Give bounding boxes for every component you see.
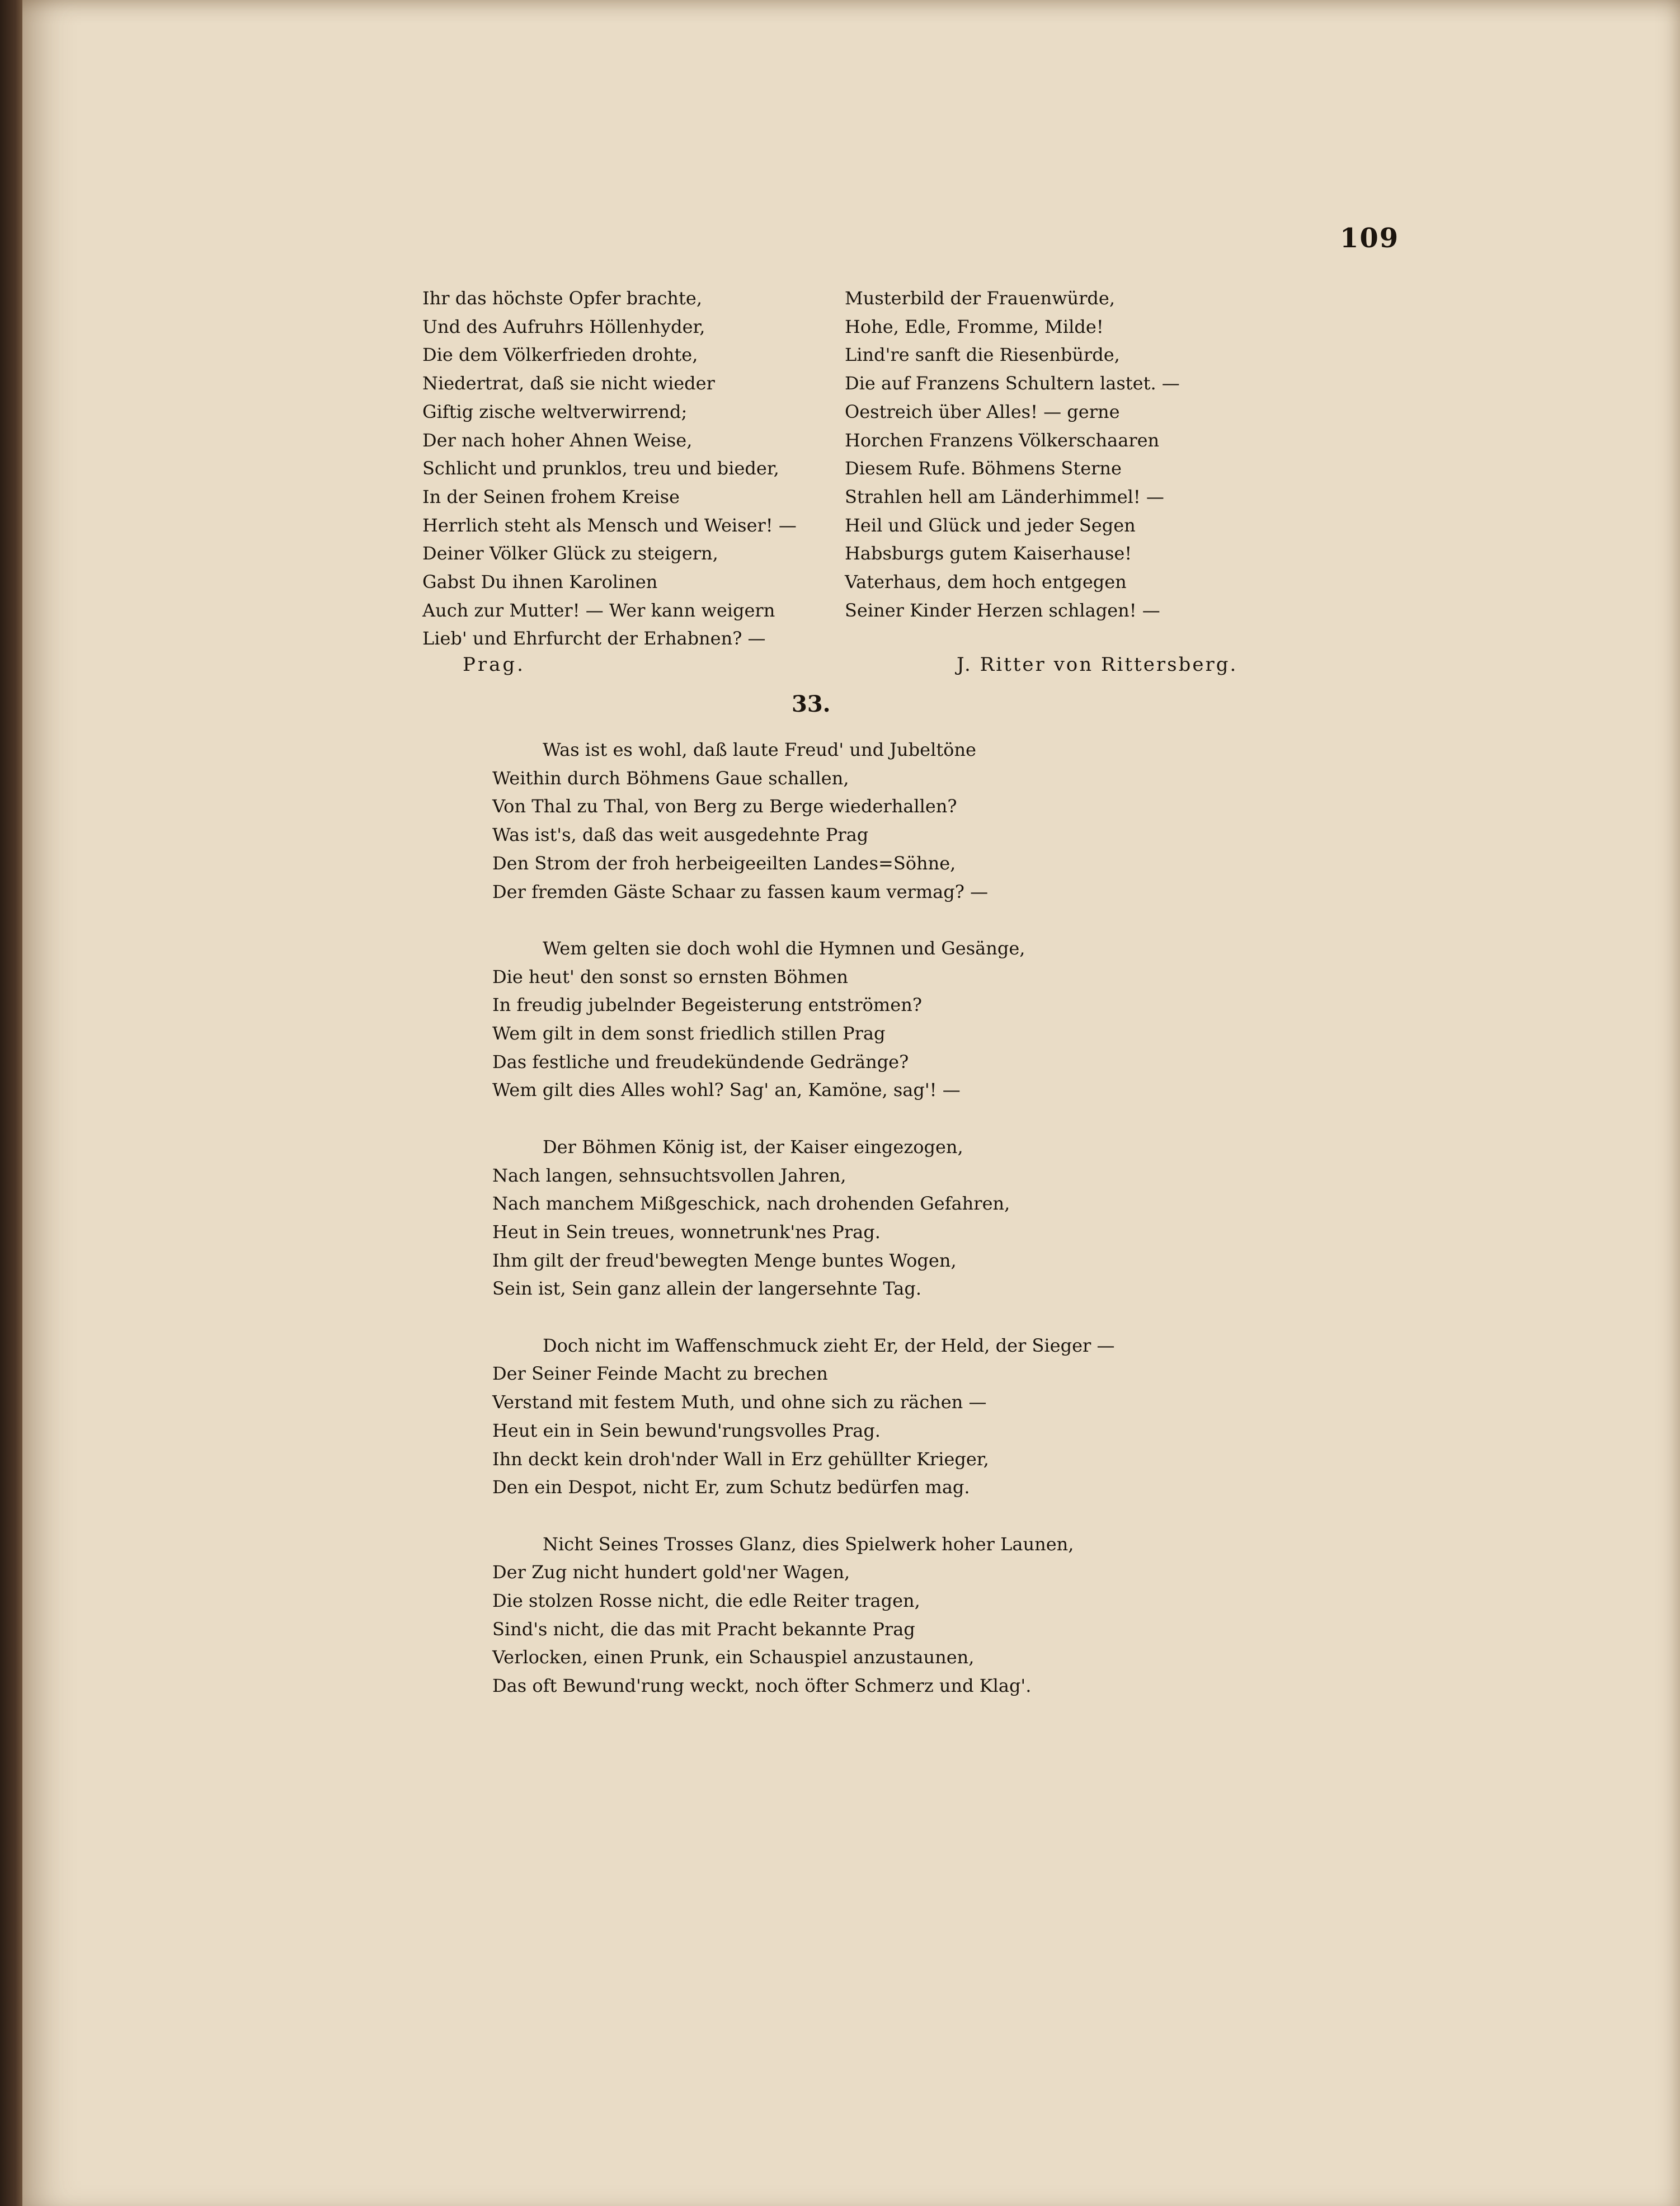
verse-line: Giftig zische weltverwirrend; (422, 401, 688, 422)
verse-line: Und des Aufruhrs Höllenhyder, (422, 316, 705, 337)
verse-line: Hohe, Edle, Fromme, Milde! (845, 316, 1104, 337)
book-page (22, 0, 1680, 2206)
poem-left-column (422, 284, 797, 653)
verse-line: Heil und Glück und jeder Segen (845, 514, 1136, 536)
verse-line: Der Böhmen König ist, der Kaiser eingezogen, (543, 1136, 963, 1158)
verse-line: In freudig jubelnder Begeisterung entströmen? (492, 994, 922, 1016)
stanza (492, 1332, 1114, 1502)
verse-line: Weithin durch Böhmens Gaue schallen, (492, 767, 849, 789)
verse-line: Die stolzen Rosse nicht, die edle Reiter tragen, (492, 1590, 920, 1612)
stanza (492, 1133, 1114, 1303)
verse-line: Wem gilt in dem sonst friedlich stillen Prag (492, 1023, 886, 1045)
verse-line: Horchen Franzens Völkerschaaren (845, 429, 1160, 451)
verse-line: Nach manchem Mißgeschick, nach drohenden Gefahren, (492, 1193, 1010, 1215)
poem-right-column (845, 284, 1180, 624)
verse-line: Vaterhaus, dem hoch entgegen (845, 571, 1127, 593)
verse-line: Der Seiner Feinde Macht zu brechen (492, 1363, 828, 1385)
verse-line: Deiner Völker Glück zu steigern, (422, 543, 718, 565)
verse-line: Von Thal zu Thal, von Berg zu Berge wiederhallen? (492, 796, 957, 817)
verse-line: Sind's nicht, die das mit Pracht bekannte Prag (492, 1618, 915, 1640)
stanza (492, 736, 1114, 906)
verse-line: Den Strom der froh herbeigeeilten Landes=Söhne, (492, 852, 956, 874)
author-signature: J. Ritter von Rittersberg. (957, 653, 1238, 676)
page-number: 109 (1340, 223, 1400, 254)
verse-line: Die dem Völkerfrieden drohte, (422, 344, 698, 366)
verse-line: Seiner Kinder Herzen schlagen! — (845, 599, 1160, 621)
verse-line: Diesem Rufe. Böhmens Sterne (845, 458, 1122, 479)
stanza (492, 1530, 1114, 1700)
verse-line: Verlocken, einen Prunk, ein Schauspiel anzustaunen, (492, 1647, 975, 1668)
verse-line: Heut in Sein treues, wonnetrunk'nes Prag. (492, 1221, 881, 1243)
verse-line: Wem gelten sie doch wohl die Hymnen und Gesänge, (543, 937, 1025, 959)
verse-line: Strahlen hell am Länderhimmel! — (845, 486, 1164, 507)
verse-line: Verstand mit festem Muth, und ohne sich zu rächen — (492, 1391, 987, 1413)
verse-line: Auch zur Mutter! — Wer kann weigern (422, 599, 775, 621)
verse-line: Musterbild der Frauenwürde, (845, 288, 1116, 309)
verse-line: Das festliche und freudekündende Gedränge? (492, 1051, 909, 1073)
verse-line: Niedertrat, daß sie nicht wieder (422, 373, 715, 394)
verse-line: Habsburgs gutem Kaiserhause! (845, 543, 1132, 565)
place-signature: Prag. (463, 653, 525, 676)
verse-line: Heut ein in Sein bewund'rungsvolles Prag. (492, 1419, 881, 1441)
verse-line: Gabst Du ihnen Karolinen (422, 571, 658, 593)
verse-line: Die auf Franzens Schultern lastet. — (845, 373, 1180, 394)
verse-line: Der nach hoher Ahnen Weise, (422, 429, 693, 451)
stanza (492, 934, 1114, 1104)
verse-line: Sein ist, Sein ganz allein der langersehnte Tag. (492, 1278, 921, 1300)
verse-line: Der fremden Gäste Schaar zu fassen kaum vermag? — (492, 881, 989, 902)
verse-line: Was ist's, daß das weit ausgedehnte Prag (492, 824, 869, 846)
verse-line: Das oft Bewund'rung weckt, noch öfter Schmerz und Klag'. (492, 1675, 1032, 1697)
book-binding (0, 0, 22, 2206)
verse-line: Die heut' den sonst so ernsten Böhmen (492, 966, 848, 987)
verse-line: Herrlich steht als Mensch und Weiser! — (422, 514, 797, 536)
verse-line: Lieb' und Ehrfurcht der Erhabnen? — (422, 628, 766, 650)
verse-line: In der Seinen frohem Kreise (422, 486, 680, 507)
verse-line: Wem gilt dies Alles wohl? Sag' an, Kamöne, sag'! — (492, 1079, 961, 1101)
poem-stanzas (492, 736, 1114, 1729)
verse-line: Ihr das höchste Opfer brachte, (422, 288, 702, 309)
verse-line: Schlicht und prunklos, treu und bieder, (422, 458, 779, 479)
verse-line: Ihm gilt der freud'bewegten Menge buntes Wogen, (492, 1249, 957, 1271)
verse-line: Den ein Despot, nicht Er, zum Schutz bedürfen mag. (492, 1476, 970, 1498)
verse-line: Lind're sanft die Riesenbürde, (845, 344, 1120, 366)
verse-line: Doch nicht im Waffenschmuck zieht Er, der Held, der Sieger — (543, 1334, 1115, 1356)
verse-line: Nicht Seines Trosses Glanz, dies Spielwerk hoher Launen, (543, 1533, 1074, 1555)
verse-line: Oestreich über Alles! — gerne (845, 401, 1120, 422)
verse-line: Was ist es wohl, daß laute Freud' und Jubeltöne (543, 739, 976, 760)
verse-line: Ihn deckt kein droh'nder Wall in Erz gehüllter Krieger, (492, 1448, 989, 1470)
verse-line: Nach langen, sehnsuchtsvollen Jahren, (492, 1164, 846, 1186)
verse-line: Der Zug nicht hundert gold'ner Wagen, (492, 1561, 850, 1583)
poem-number: 33. (792, 691, 831, 717)
